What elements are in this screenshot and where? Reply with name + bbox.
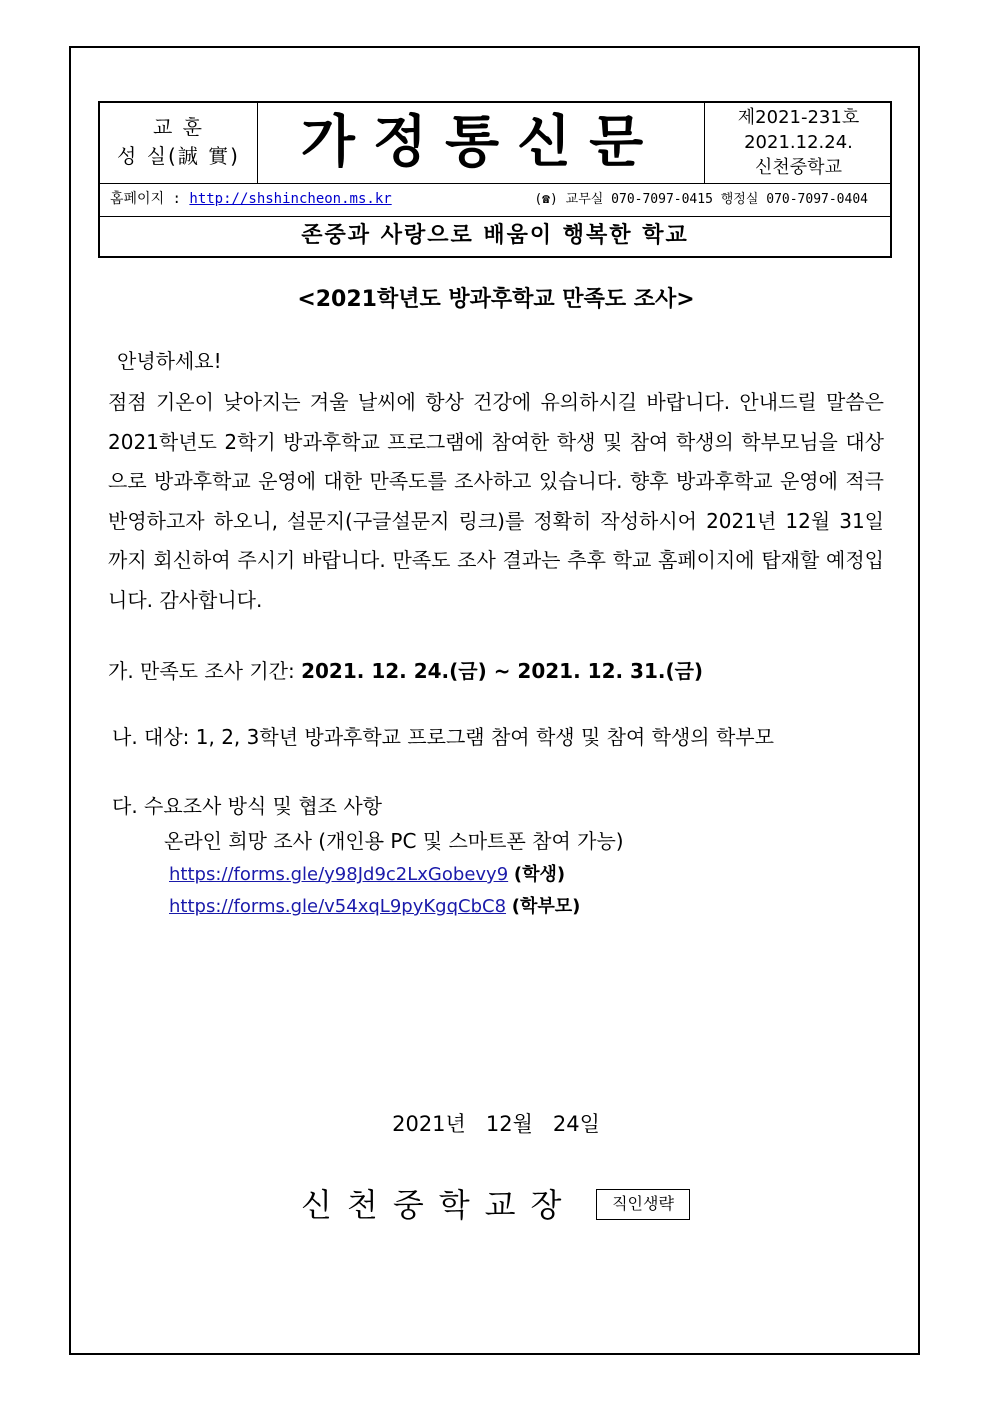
document-title: <2021학년도 방과후학교 만족도 조사> [297,287,695,312]
seal-omitted-box: 직인생략 [596,1189,690,1220]
contact-phones: (☎) 교무실 070-7097-0415 행정실 070-7097-0404 [534,192,868,207]
document-date: 2021년 12월 24일 [392,1112,600,1136]
item-c: 다. 수요조사 방식 및 협조 사항 [112,794,382,818]
item-c-sub: 온라인 희망 조사 (개인용 PC 및 스마트폰 참여 가능) [164,829,624,853]
homepage-label: 홈페이지 : [110,191,190,207]
parent-survey-link[interactable]: https://forms.gle/v54xqL9pyKgqCbC8 [169,896,507,917]
principal-signature: 신천중학교장 [301,1186,577,1224]
student-survey-link[interactable]: https://forms.gle/y98Jd9c2LxGobevy9 [169,864,509,885]
newsletter-header [98,101,892,258]
issue-info [704,103,892,183]
school-name: 신천중학교 [755,157,842,178]
homepage-link[interactable]: http://shshincheon.ms.kr [189,191,392,207]
school-motto: 교 훈 성 실(誠 實) [100,103,258,183]
contact-row [100,183,890,217]
issue-date: 2021.12.24. [744,132,853,153]
item-a: 가. 만족도 조사 기간: 2021. 12. 24.(금) ~ 2021. 12. 31.(금) [108,659,704,683]
parent-link-line [169,892,580,918]
greeting: 안녕하세요! [117,349,222,373]
school-slogan: 존중과 사랑으로 배움이 행복한 학교 [301,223,689,248]
newsletter-title: 가정통신문 [300,110,662,175]
issue-number: 제2021-231호 [737,107,860,128]
parent-link-note: (학부모) [511,896,581,917]
survey-period: 2021. 12. 24.(금) ~ 2021. 12. 31.(금) [301,659,704,683]
item-b: 나. 대상: 1, 2, 3학년 방과후학교 프로그램 참여 학생 및 참여 학생의 학부모 [112,725,774,749]
student-link-note: (학생) [513,864,566,885]
body-paragraph: 점점 기온이 낮아지는 겨울 날씨에 항상 건강에 유의하시길 바랍니다. 안내드릴 말씀은 2021학년도 2학기 방과후학교 프로그램에 참여한 학생 및 참여 학생의 학부모님을 대상으로 방과후학교 운영에 대한 만족도를 조사하고 있습니다. 향후 방과후학교 운영에 적극 반영하고자 하오니, 설문지(구글설문지 링크)를 정확히 작성하시어 2021년 12월 31일 까지 회신하여 주시기 바랍니다. 만족도 조사 결과는 추후 학교 홈페이지에 탑재할 예정입니다. 감사합니다. [108,390,884,612]
student-link-line [169,860,565,886]
